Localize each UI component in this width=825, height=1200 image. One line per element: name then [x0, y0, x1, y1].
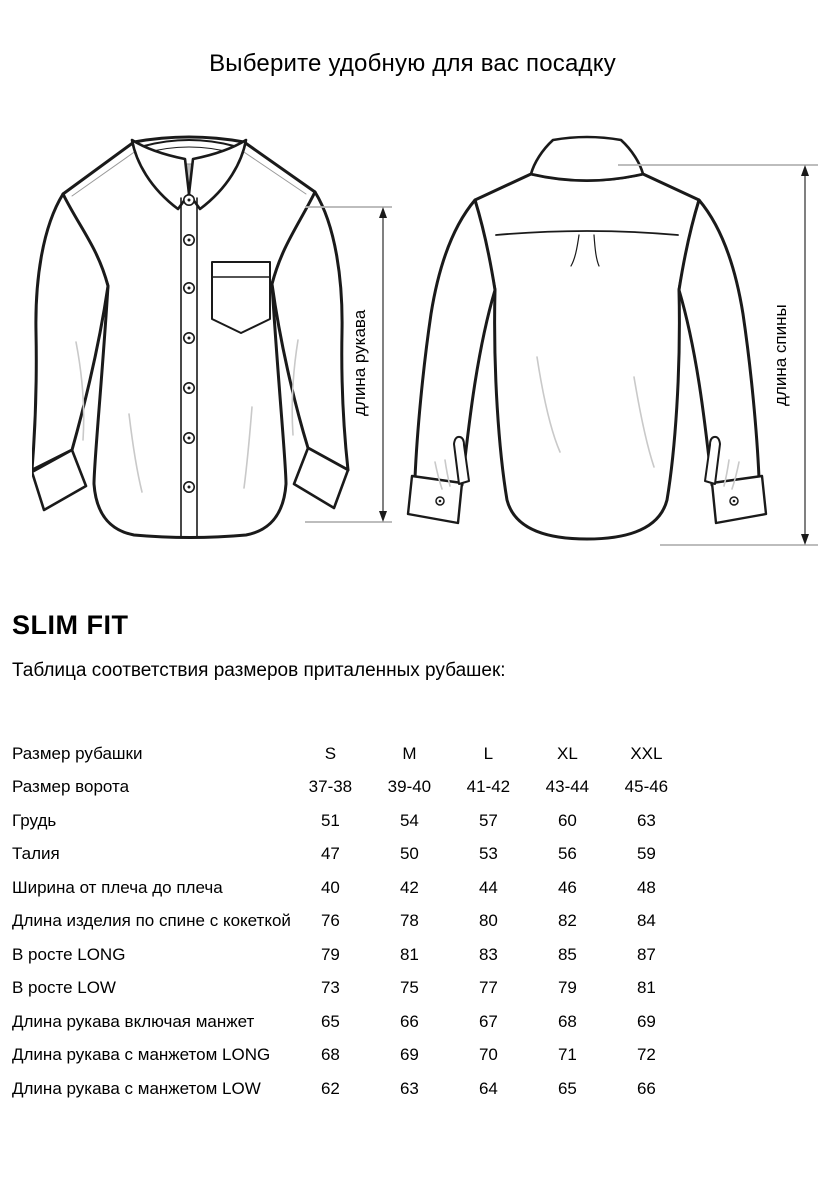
- size-value-cell: 62: [320, 1078, 340, 1098]
- page-title: Выберите удобную для вас посадку: [209, 50, 616, 77]
- size-value-cell: 75: [399, 978, 419, 998]
- size-value-cell: 69: [399, 1045, 419, 1065]
- size-value-cell: 47: [320, 844, 340, 864]
- header-cell-size-m: M: [402, 743, 417, 763]
- size-value-cell: 63: [399, 1078, 419, 1098]
- size-value-cell: 37-38: [308, 777, 353, 797]
- size-table-header-row: [12, 737, 686, 771]
- size-value-cell: 72: [636, 1045, 656, 1065]
- size-value-cell: 43-44: [545, 777, 590, 797]
- size-table-row: [12, 1072, 686, 1106]
- size-value-cell: 48: [636, 877, 656, 897]
- size-value-cell: 39-40: [387, 777, 432, 797]
- size-value-cell: 73: [320, 978, 340, 998]
- size-value-cell: 85: [557, 944, 577, 964]
- size-value-cell: 83: [478, 944, 498, 964]
- size-value-cell: 54: [399, 810, 419, 830]
- size-table-row: [12, 938, 686, 972]
- size-table-row: [12, 771, 686, 805]
- size-value-cell: 59: [636, 844, 656, 864]
- section-heading: SLIM FIT: [12, 610, 129, 640]
- size-value-cell: 76: [320, 911, 340, 931]
- size-value-cell: 68: [557, 1011, 577, 1031]
- row-label: В росте LOW: [12, 978, 116, 998]
- back-length-label: длина спины: [771, 304, 790, 406]
- size-value-cell: 65: [557, 1078, 577, 1098]
- sleeve-length-label: длина рукава: [350, 309, 369, 416]
- size-value-cell: 79: [557, 978, 577, 998]
- size-value-cell: 64: [478, 1078, 498, 1098]
- size-value-cell: 77: [478, 978, 498, 998]
- size-value-cell: 66: [636, 1078, 656, 1098]
- size-table-row: [12, 1005, 686, 1039]
- size-table-row: [12, 972, 686, 1006]
- size-value-cell: 71: [557, 1045, 577, 1065]
- header-cell-size-s: S: [324, 743, 337, 763]
- size-table-row: [12, 838, 686, 872]
- size-table-row: [12, 905, 686, 939]
- size-value-cell: 78: [399, 911, 419, 931]
- row-label: Длина рукава включая манжет: [12, 1011, 255, 1031]
- size-table: [12, 737, 686, 1106]
- size-value-cell: 81: [636, 978, 656, 998]
- row-label: Длина рукава с манжетом LOW: [12, 1078, 261, 1098]
- header-cell-size-xl: XL: [557, 743, 578, 763]
- size-value-cell: 50: [399, 844, 419, 864]
- header-cell-size-xxl: XXL: [630, 743, 663, 763]
- size-value-cell: 44: [478, 877, 498, 897]
- size-value-cell: 79: [320, 944, 340, 964]
- row-label: Талия: [12, 844, 60, 864]
- size-value-cell: 70: [478, 1045, 498, 1065]
- size-value-cell: 53: [478, 844, 498, 864]
- header-cell-label: Размер рубашки: [12, 743, 143, 763]
- size-value-cell: 87: [636, 944, 656, 964]
- size-value-cell: 80: [478, 911, 498, 931]
- size-value-cell: 45-46: [624, 777, 669, 797]
- row-label: Длина изделия по спине с кокеткой: [12, 911, 291, 931]
- size-value-cell: 63: [636, 810, 656, 830]
- row-label: Ширина от плеча до плеча: [12, 877, 223, 897]
- size-table-row: [12, 871, 686, 905]
- size-value-cell: 82: [557, 911, 577, 931]
- size-table-row: [12, 804, 686, 838]
- back-length-dimension-arrow: [610, 158, 825, 553]
- row-label: В росте LONG: [12, 944, 126, 964]
- size-value-cell: 46: [557, 877, 577, 897]
- size-value-cell: 41-42: [466, 777, 511, 797]
- header-cell-size-l: L: [483, 743, 494, 763]
- row-label: Длина рукава с манжетом LONG: [12, 1045, 271, 1065]
- size-value-cell: 67: [478, 1011, 498, 1031]
- size-value-cell: 66: [399, 1011, 419, 1031]
- row-label: Размер ворота: [12, 777, 130, 797]
- row-label: Грудь: [12, 810, 57, 830]
- size-value-cell: 42: [399, 877, 419, 897]
- size-table-row: [12, 1039, 686, 1073]
- size-value-cell: 65: [320, 1011, 340, 1031]
- size-table-body: [12, 771, 686, 1106]
- size-value-cell: 60: [557, 810, 577, 830]
- size-value-cell: 81: [399, 944, 419, 964]
- size-value-cell: 51: [320, 810, 340, 830]
- size-value-cell: 40: [320, 877, 340, 897]
- size-value-cell: 69: [636, 1011, 656, 1031]
- table-caption: Таблица соответствия размеров приталенных рубашек:: [12, 660, 506, 681]
- size-value-cell: 57: [478, 810, 498, 830]
- size-value-cell: 56: [557, 844, 577, 864]
- size-value-cell: 84: [636, 911, 656, 931]
- size-value-cell: 68: [320, 1045, 340, 1065]
